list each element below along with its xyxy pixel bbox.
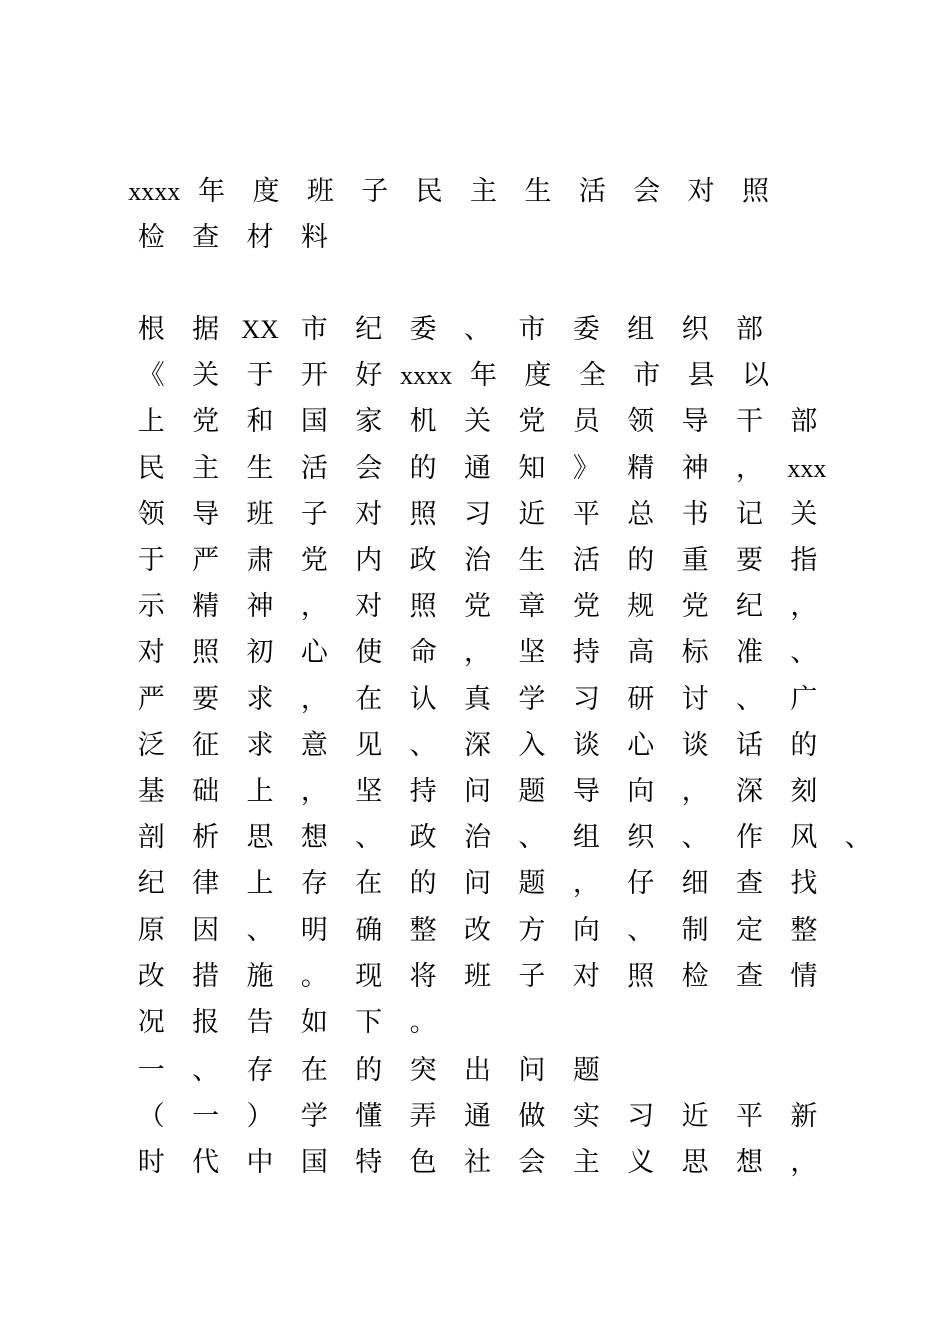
- document-glyph: 近: [681, 1101, 709, 1132]
- document-glyph: 照: [409, 498, 437, 530]
- document-glyph: 色: [409, 1147, 437, 1178]
- document-glyph: 《: [137, 360, 165, 392]
- document-glyph: 习: [464, 498, 492, 530]
- document-glyph: 原: [137, 914, 165, 946]
- document-glyph: 、: [464, 314, 492, 345]
- body-line-8: [124, 631, 831, 675]
- body-line-1: [124, 308, 777, 352]
- document-glyph: 向: [627, 776, 655, 807]
- body-line-11: [124, 770, 831, 814]
- document-glyph: 新: [790, 1101, 818, 1132]
- document-glyph: 神: [681, 452, 709, 484]
- document-glyph: 以: [741, 360, 769, 392]
- document-glyph: 深: [464, 729, 492, 761]
- document-glyph: 班: [306, 176, 334, 207]
- document-glyph: ，: [464, 637, 492, 669]
- document-glyph: 主: [192, 452, 220, 484]
- document-glyph: 年: [198, 176, 226, 207]
- document-glyph: 谈: [572, 729, 600, 761]
- document-glyph: 的: [627, 545, 655, 576]
- document-glyph: 民: [415, 176, 443, 207]
- document-glyph: ）: [246, 1101, 274, 1132]
- document-glyph: 。: [409, 1007, 437, 1038]
- document-glyph: 命: [409, 637, 437, 669]
- body-line-9: [124, 678, 831, 722]
- document-glyph: 平: [735, 1101, 763, 1132]
- document-glyph: 认: [409, 683, 437, 715]
- document-glyph: 代: [192, 1147, 220, 1178]
- document-glyph: 思: [246, 822, 274, 854]
- document-glyph: 向: [572, 914, 600, 946]
- document-glyph: 突: [409, 1055, 437, 1086]
- document-glyph: 班: [464, 960, 492, 992]
- document-glyph: 习: [572, 683, 600, 715]
- document-glyph: 情: [790, 960, 818, 992]
- document-glyph: 使: [355, 637, 383, 669]
- document-glyph: 示: [137, 591, 165, 623]
- document-glyph: 导: [572, 776, 600, 807]
- document-glyph: 书: [681, 498, 709, 530]
- document-glyph: 织: [627, 822, 655, 854]
- document-glyph: 、: [246, 914, 274, 946]
- document-glyph: 料: [300, 222, 328, 253]
- document-glyph: 生: [524, 176, 552, 207]
- document-glyph: 真: [464, 683, 492, 715]
- document-glyph: 如: [300, 1007, 328, 1038]
- document-glyph: 见: [355, 729, 383, 761]
- document-glyph: 刻: [790, 776, 818, 807]
- document-glyph: 上: [246, 868, 274, 900]
- document-glyph: 规: [627, 591, 655, 623]
- document-glyph: 仔: [627, 868, 655, 900]
- body-line-6: [124, 539, 831, 583]
- document-glyph: 生: [518, 545, 546, 576]
- document-glyph: 近: [518, 498, 546, 530]
- document-glyph: 对: [137, 637, 165, 669]
- document-glyph: （: [137, 1101, 165, 1132]
- document-glyph: 据: [192, 314, 220, 345]
- document-glyph: 问: [518, 1055, 546, 1086]
- body-line-4: [124, 447, 831, 491]
- document-glyph: 心: [300, 637, 328, 669]
- document-glyph: ，: [572, 868, 600, 900]
- document-glyph: 础: [192, 776, 220, 807]
- document-glyph: 、: [192, 1055, 220, 1086]
- document-glyph: 活: [300, 452, 328, 484]
- document-glyph: 细: [681, 868, 709, 900]
- document-glyph: 现: [355, 960, 383, 992]
- document-glyph: 研: [627, 683, 655, 715]
- document-glyph: 讨: [681, 683, 709, 715]
- document-glyph: 家: [355, 406, 383, 438]
- document-glyph: 剖: [137, 822, 165, 854]
- document-glyph: 出: [464, 1055, 492, 1086]
- document-glyph: 方: [518, 914, 546, 946]
- document-glyph: 根: [137, 314, 165, 345]
- document-glyph: 一: [137, 1055, 165, 1086]
- document-glyph: 照: [741, 176, 769, 207]
- subsection-line-2: [124, 1141, 831, 1185]
- document-glyph: 和: [246, 406, 274, 438]
- document-glyph: 制: [681, 914, 709, 946]
- document-glyph: 求: [246, 683, 274, 715]
- document-glyph: 记: [735, 498, 763, 530]
- document-glyph: 想: [300, 822, 328, 854]
- document-glyph: 党: [681, 591, 709, 623]
- document-glyph: 、: [681, 822, 709, 854]
- document-glyph: 将: [409, 960, 437, 992]
- document-glyph: 照: [627, 960, 655, 992]
- document-glyph: 度: [252, 176, 280, 207]
- document-glyph: 社: [464, 1147, 492, 1178]
- document-glyph: 对: [687, 176, 715, 207]
- document-glyph: 高: [627, 637, 655, 669]
- document-glyph: 严: [137, 683, 165, 715]
- document-glyph: 作: [735, 822, 763, 854]
- document-glyph: ，: [300, 591, 328, 623]
- document-glyph: 风: [790, 822, 818, 854]
- document-glyph: 、: [518, 822, 546, 854]
- document-glyph: 年: [470, 360, 498, 392]
- document-glyph: 广: [790, 683, 818, 715]
- document-glyph: 员: [572, 406, 600, 438]
- document-glyph: 市: [633, 360, 661, 392]
- document-glyph: 坚: [518, 637, 546, 669]
- document-glyph: 报: [192, 1007, 220, 1038]
- document-glyph: 告: [246, 1007, 274, 1038]
- document-glyph: 好: [355, 360, 383, 392]
- document-glyph: 开: [300, 360, 328, 392]
- document-glyph: xxxx: [400, 361, 453, 391]
- document-glyph: 组: [627, 314, 655, 345]
- body-line-14: [124, 909, 831, 953]
- document-glyph: 、: [844, 822, 872, 854]
- document-glyph: 市: [518, 314, 546, 345]
- document-glyph: 通: [464, 452, 492, 484]
- document-glyph: 市: [300, 314, 328, 345]
- body-line-10: [124, 724, 831, 768]
- document-glyph: 总: [627, 498, 655, 530]
- document-glyph: 生: [246, 452, 274, 484]
- document-glyph: 因: [192, 914, 220, 946]
- document-glyph: 指: [790, 545, 818, 576]
- document-glyph: 改: [137, 960, 165, 992]
- document-glyph: 纪: [137, 868, 165, 900]
- document-glyph: 神: [246, 591, 274, 623]
- document-glyph: 治: [464, 822, 492, 854]
- document-glyph: 持: [572, 637, 600, 669]
- document-glyph: 征: [192, 729, 220, 761]
- document-glyph: 在: [355, 868, 383, 900]
- document-glyph: 问: [464, 776, 492, 807]
- document-glyph: 重: [681, 545, 709, 576]
- document-glyph: 泛: [137, 729, 165, 761]
- document-glyph: 通: [464, 1101, 492, 1132]
- document-glyph: xxx: [787, 453, 827, 483]
- document-glyph: 照: [192, 637, 220, 669]
- document-glyph: 的: [790, 729, 818, 761]
- document-glyph: 上: [246, 776, 274, 807]
- document-glyph: 党: [192, 406, 220, 438]
- document-glyph: 检: [137, 222, 165, 253]
- document-title-line-1: [124, 170, 777, 214]
- document-glyph: 题: [518, 776, 546, 807]
- document-glyph: 政: [409, 822, 437, 854]
- document-glyph: 实: [572, 1101, 600, 1132]
- document-glyph: 学: [300, 1101, 328, 1132]
- document-glyph: 的: [409, 868, 437, 900]
- document-glyph: 党: [300, 545, 328, 576]
- document-glyph: 领: [137, 498, 165, 530]
- document-glyph: 改: [464, 914, 492, 946]
- document-glyph: ，: [735, 452, 763, 484]
- body-line-7: [124, 585, 831, 629]
- document-glyph: 想: [735, 1147, 763, 1178]
- document-glyph: 政: [409, 545, 437, 576]
- document-glyph: 班: [246, 498, 274, 530]
- section-heading: [124, 1049, 614, 1093]
- document-glyph: 问: [464, 868, 492, 900]
- document-glyph: 习: [627, 1101, 655, 1132]
- document-glyph: 党: [518, 406, 546, 438]
- document-glyph: 纪: [355, 314, 383, 345]
- document-glyph: ，: [681, 776, 709, 807]
- body-line-15: [124, 955, 831, 999]
- document-glyph: 谈: [681, 729, 709, 761]
- document-glyph: 时: [137, 1147, 165, 1178]
- document-glyph: 懂: [355, 1101, 383, 1132]
- document-glyph: 肃: [246, 545, 274, 576]
- document-glyph: 、: [790, 637, 818, 669]
- document-glyph: 组: [572, 822, 600, 854]
- document-glyph: 国: [300, 406, 328, 438]
- document-glyph: 织: [681, 314, 709, 345]
- document-glyph: 章: [518, 591, 546, 623]
- body-line-12: [124, 816, 886, 860]
- document-glyph: 纪: [735, 591, 763, 623]
- document-glyph: ，: [790, 591, 818, 623]
- document-glyph: 下: [355, 1007, 383, 1038]
- document-glyph: 意: [300, 729, 328, 761]
- document-glyph: 题: [518, 868, 546, 900]
- document-glyph: 内: [355, 545, 383, 576]
- document-glyph: 要: [192, 683, 220, 715]
- document-glyph: 坚: [355, 776, 383, 807]
- document-glyph: 主: [572, 1147, 600, 1178]
- document-glyph: 关: [790, 498, 818, 530]
- document-glyph: 活: [572, 545, 600, 576]
- document-glyph: 子: [361, 176, 389, 207]
- document-glyph: 》: [572, 452, 600, 484]
- document-glyph: 义: [627, 1147, 655, 1178]
- document-glyph: 材: [246, 222, 274, 253]
- subsection-line-1: [124, 1095, 831, 1139]
- document-title-line-2: [124, 216, 342, 260]
- document-glyph: 党: [464, 591, 492, 623]
- document-glyph: xxxx: [128, 177, 181, 206]
- document-glyph: XX: [241, 315, 279, 344]
- document-glyph: 干: [735, 406, 763, 438]
- document-glyph: 委: [572, 314, 600, 345]
- document-glyph: 明: [300, 914, 328, 946]
- document-glyph: 县: [687, 360, 715, 392]
- document-glyph: 子: [518, 960, 546, 992]
- document-glyph: 话: [735, 729, 763, 761]
- body-line-16: [124, 1001, 450, 1045]
- document-glyph: 标: [681, 637, 709, 669]
- document-glyph: 深: [735, 776, 763, 807]
- document-glyph: 导: [681, 406, 709, 438]
- document-glyph: 子: [300, 498, 328, 530]
- document-glyph: 于: [246, 360, 274, 392]
- document-glyph: 查: [735, 960, 763, 992]
- document-glyph: 律: [192, 868, 220, 900]
- document-glyph: 弄: [409, 1101, 437, 1132]
- document-glyph: 存: [300, 868, 328, 900]
- body-line-13: [124, 862, 831, 906]
- document-glyph: 会: [633, 176, 661, 207]
- document-glyph: 思: [681, 1147, 709, 1178]
- document-glyph: 况: [137, 1007, 165, 1038]
- document-glyph: 知: [518, 452, 546, 484]
- document-glyph: 中: [246, 1147, 274, 1178]
- document-glyph: 治: [464, 545, 492, 576]
- document-glyph: 严: [192, 545, 220, 576]
- document-glyph: 于: [137, 545, 165, 576]
- document-glyph: 委: [409, 314, 437, 345]
- document-glyph: 的: [355, 1055, 383, 1086]
- document-glyph: 准: [735, 637, 763, 669]
- document-glyph: 学: [518, 683, 546, 715]
- document-glyph: 领: [627, 406, 655, 438]
- document-glyph: 机: [409, 406, 437, 438]
- document-glyph: 整: [409, 914, 437, 946]
- document-glyph: 平: [572, 498, 600, 530]
- document-glyph: 关: [192, 360, 220, 392]
- document-glyph: 民: [137, 452, 165, 484]
- document-glyph: 部: [790, 406, 818, 438]
- document-glyph: 基: [137, 776, 165, 807]
- body-line-5: [124, 493, 831, 537]
- document-glyph: 入: [518, 729, 546, 761]
- document-glyph: 、: [355, 822, 383, 854]
- document-glyph: 查: [192, 222, 220, 253]
- document-glyph: 关: [464, 406, 492, 438]
- document-glyph: 措: [192, 960, 220, 992]
- document-glyph: 在: [300, 1055, 328, 1086]
- document-glyph: 主: [470, 176, 498, 207]
- document-glyph: ，: [300, 683, 328, 715]
- document-glyph: 施: [246, 960, 274, 992]
- document-glyph: 检: [681, 960, 709, 992]
- document-glyph: 一: [192, 1101, 220, 1132]
- document-glyph: 、: [409, 729, 437, 761]
- document-glyph: 析: [192, 822, 220, 854]
- document-glyph: 找: [790, 868, 818, 900]
- document-glyph: 查: [735, 868, 763, 900]
- document-glyph: 初: [246, 637, 274, 669]
- document-glyph: 部: [735, 314, 763, 345]
- document-glyph: 持: [409, 776, 437, 807]
- body-line-2: [124, 354, 777, 398]
- document-glyph: 的: [409, 452, 437, 484]
- document-glyph: 。: [300, 960, 328, 992]
- document-glyph: 对: [355, 498, 383, 530]
- document-glyph: 做: [518, 1101, 546, 1132]
- document-glyph: 国: [300, 1147, 328, 1178]
- document-glyph: 会: [355, 452, 383, 484]
- document-glyph: 照: [409, 591, 437, 623]
- document-glyph: 确: [355, 914, 383, 946]
- document-glyph: 、: [735, 683, 763, 715]
- document-glyph: 、: [627, 914, 655, 946]
- document-glyph: 题: [572, 1055, 600, 1086]
- document-glyph: 上: [137, 406, 165, 438]
- document-glyph: ，: [300, 776, 328, 807]
- body-line-3: [124, 400, 831, 444]
- document-glyph: 整: [790, 914, 818, 946]
- document-glyph: ，: [790, 1147, 818, 1178]
- document-glyph: 党: [572, 591, 600, 623]
- document-glyph: 在: [355, 683, 383, 715]
- document-glyph: 对: [355, 591, 383, 623]
- document-glyph: 定: [735, 914, 763, 946]
- document-glyph: 导: [192, 498, 220, 530]
- document-glyph: 精: [192, 591, 220, 623]
- document-glyph: 全: [578, 360, 606, 392]
- document-glyph: 存: [246, 1055, 274, 1086]
- document-glyph: 精: [627, 452, 655, 484]
- document-glyph: 度: [524, 360, 552, 392]
- document-glyph: 会: [518, 1147, 546, 1178]
- document-glyph: 求: [246, 729, 274, 761]
- document-glyph: 心: [627, 729, 655, 761]
- document-glyph: 对: [572, 960, 600, 992]
- document-glyph: 活: [578, 176, 606, 207]
- document-glyph: 要: [735, 545, 763, 576]
- document-glyph: 特: [355, 1147, 383, 1178]
